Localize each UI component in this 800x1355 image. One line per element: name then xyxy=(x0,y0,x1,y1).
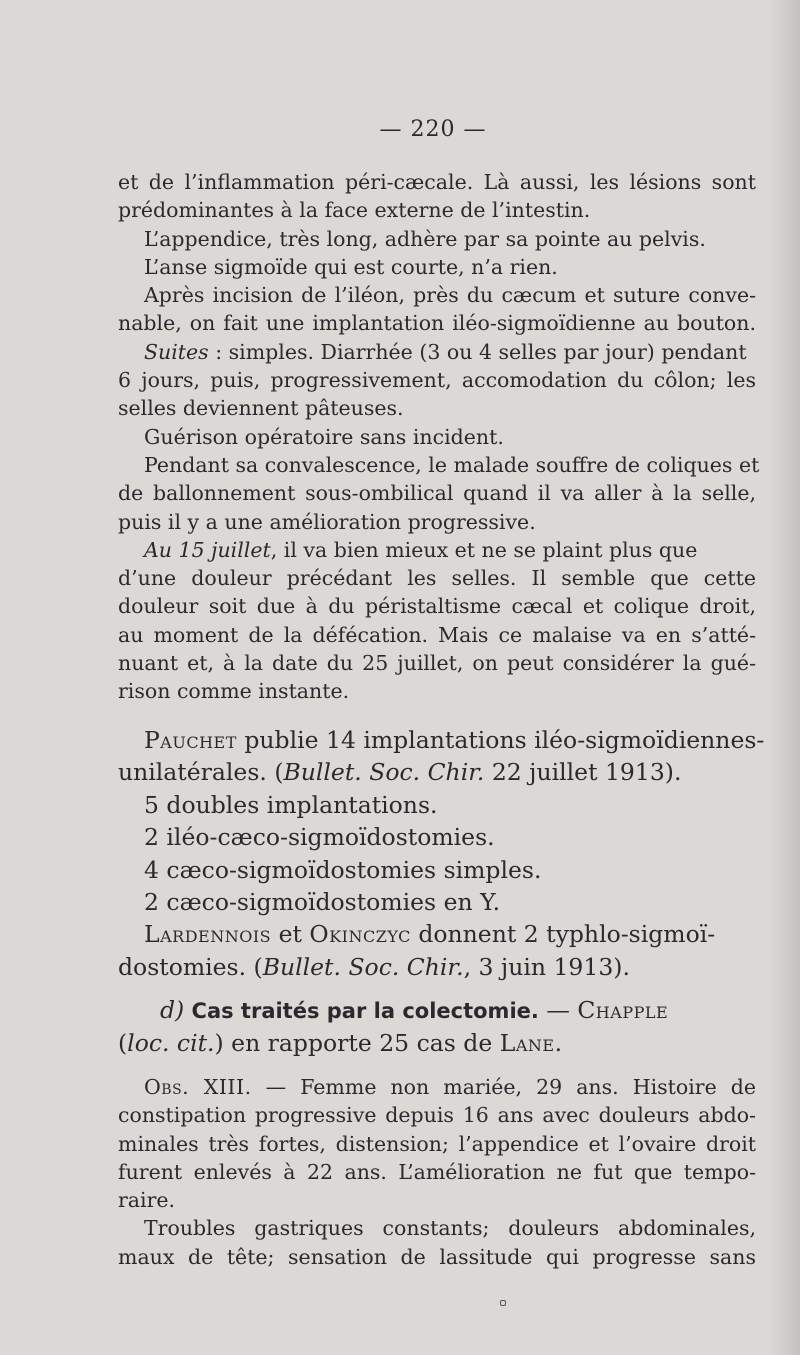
text-line: prédominantes à la face externe de l’intestin. xyxy=(118,198,591,223)
section-heading: Cas traités par la colectomie. xyxy=(184,999,539,1023)
page-edge-shadow xyxy=(770,0,800,1355)
date-label: Au 15 juillet xyxy=(144,537,271,562)
text-line: unilatérales. (Bullet. Soc. Chir. 22 juillet 1913). xyxy=(118,758,682,787)
section-letter: d) xyxy=(160,996,185,1024)
text-line: douleur soit due à du péristaltisme cæcal et colique droit, xyxy=(118,594,756,619)
text-line: nuant et, à la date du 25 juillet, on peut considérer la gué- xyxy=(118,651,756,676)
pauchet-paragraph xyxy=(118,724,765,983)
observation-label: Obs. XIII. xyxy=(144,1075,252,1099)
author-name: Chapple xyxy=(577,996,669,1024)
text-line: constipation progressive depuis 16 ans avec douleurs abdo- xyxy=(118,1103,756,1128)
observation-text xyxy=(118,168,760,706)
journal-ref: Bullet. Soc. Chir. xyxy=(262,952,464,981)
paper-speck xyxy=(500,1300,506,1306)
text-line: Lardennois et Okinczyc donnent 2 typhlo-sigmoï- xyxy=(144,920,716,949)
author-name: Lardennois xyxy=(144,920,272,949)
text-line: furent enlevés à 22 ans. L’amélioration ne fut que tempo- xyxy=(118,1159,756,1184)
text-line: Troubles gastriques constants; douleurs abdominales, xyxy=(144,1216,756,1241)
text-line: rison comme instante. xyxy=(118,679,350,704)
author-name: Lane xyxy=(499,1029,555,1057)
list-item: 5 doubles implantations. xyxy=(144,790,438,819)
text-line: L’appendice, très long, adhère par sa pointe au pelvis. xyxy=(144,226,706,251)
text-line: Au 15 juillet, il va bien mieux et ne se plaint plus que xyxy=(144,537,698,562)
citation: loc. cit. xyxy=(127,1029,215,1057)
list-item: 2 cæco-sigmoïdostomies en Y. xyxy=(144,888,501,917)
text-line: nable, on fait une implantation iléo-sigmoïdienne au bouton. xyxy=(118,311,756,336)
observation-xiii xyxy=(118,1073,756,1271)
suites-label: Suites xyxy=(144,339,209,364)
list-item: 4 cæco-sigmoïdostomies simples. xyxy=(144,855,542,884)
section-heading-line: d) Cas traités par la colectomie. — Chapple xyxy=(160,996,669,1024)
text-line: maux de tête; sensation de lassitude qui progresse sans xyxy=(118,1244,756,1269)
text-line: minales très fortes, distension; l’appendice et l’ovaire droit xyxy=(118,1131,756,1156)
text-line: et de l’inflammation péri-cæcale. Là aussi, les lésions sont xyxy=(118,170,756,194)
page-number: — 220 — xyxy=(379,117,487,142)
text-line: Après incision de l’iléon, près du cæcum et suture conve- xyxy=(144,283,756,308)
text-line: Guérison opératoire sans incident. xyxy=(144,424,504,449)
text-line: Pauchet publie 14 implantations iléo-sigmoïdiennes- xyxy=(144,726,765,754)
text-line: raire. xyxy=(118,1188,176,1213)
text-line: de ballonnement sous-ombilical quand il va aller à la selle, xyxy=(118,481,756,506)
text-line: d’une douleur précédant les selles. Il semble que cette xyxy=(118,566,756,591)
text-line: L’anse sigmoïde qui est courte, n’a rien. xyxy=(144,254,558,279)
author-name: Pauchet xyxy=(144,726,237,754)
text-line: au moment de la défécation. Mais ce malaise va en s’atté- xyxy=(118,622,756,647)
text-line: selles deviennent pâteuses. xyxy=(118,396,404,421)
journal-ref: Bullet. Soc. Chir. xyxy=(283,758,485,787)
text-line: puis il y a une amélioration progressive. xyxy=(118,509,536,534)
text-line: 6 jours, puis, progressivement, accomodation du côlon; les xyxy=(118,368,756,393)
text-line: Pendant sa convalescence, le malade souffre de coliques et xyxy=(144,452,760,477)
text-line: dostomies. (Bullet. Soc. Chir., 3 juin 1913). xyxy=(118,952,630,981)
text-line: (loc. cit.) en rapporte 25 cas de Lane. xyxy=(118,1029,563,1057)
author-name: Okinczyc xyxy=(309,920,411,949)
list-item: 2 iléo-cæco-sigmoïdostomies. xyxy=(144,823,495,852)
text-line: Suites : simples. Diarrhée (3 ou 4 selles par jour) pendant xyxy=(144,339,747,364)
section-heading-paragraph xyxy=(118,994,756,1059)
text-line: Obs. XIII. — Femme non mariée, 29 ans. Histoire de xyxy=(144,1075,756,1099)
